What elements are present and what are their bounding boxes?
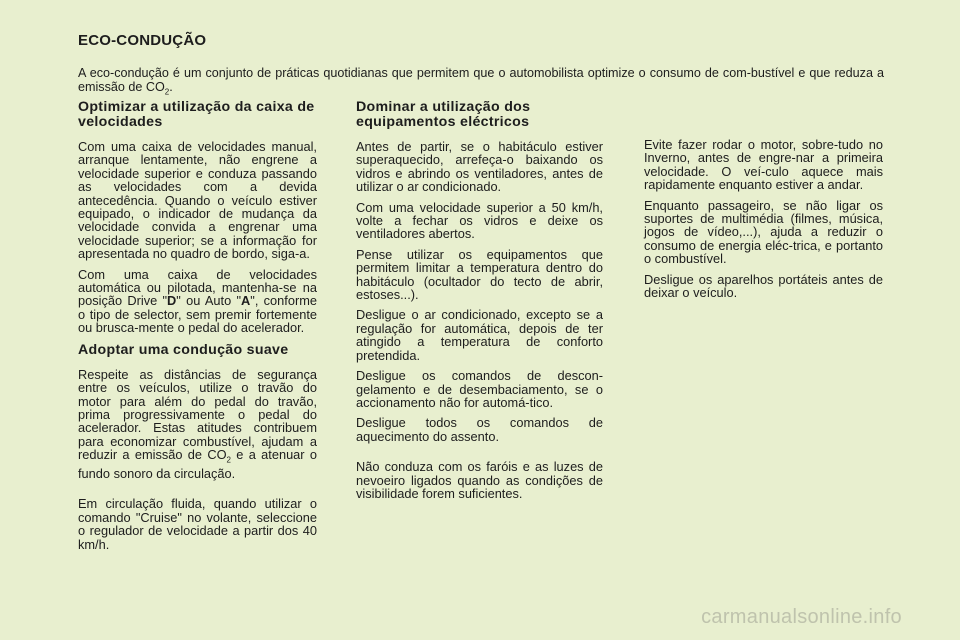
paragraph-headlights: Não conduza com os faróis e as luzes de nevoeiro ligados quando as condições de visibilidade forem suficientes. xyxy=(356,459,603,501)
column-right xyxy=(644,138,883,306)
paragraph-automatic-gearbox xyxy=(78,268,317,335)
paragraph-portable-devices: Desligue os aparelhos portáteis antes de deixar o veículo. xyxy=(644,271,883,301)
paragraph-manual-gearbox: Com uma caixa de velocidades manual, arranque lentamente, não engrene a velocidade superior e conduza passando as velocidades com a devida antecedência. Quando o veículo estiver equipado, o indicador de mudança da velocidade convida a engrenar uma velocidade superior; se a informação for apresentada no quadro de bordo, siga-a. xyxy=(78,139,317,262)
paragraph-engine-idle: Evite fazer rodar o motor, sobre-tudo no Inverno, antes de engre-nar a primeira velocidade. O veí-culo aquece mais rapidamente enquanto estiver a andar. xyxy=(644,137,883,193)
auto-text-a: Com uma caixa de velocidades automática ou pilotada, mantenha-se na posição Drive " xyxy=(78,266,317,309)
paragraph-before-leaving: Antes de partir, se o habitáculo estiver superaquecido, arrefeça-o baixando os vidros e abrindo os ventiladores, antes de utilizar o ar condicionado. xyxy=(356,139,603,195)
safety-text-a: Respeite as distâncias de segurança entre os veículos, utilize o travão do motor para além do pedal do travão, prima progressivamente o pedal do acelerador. Estas atitudes contribuem para economizar combustível, ajudam a reduzir a emissão de CO xyxy=(78,366,317,463)
paragraph-temperature-equipment: Pense utilizar os equipamentos que permitem limitar a temperatura dentro do habitáculo (ocultador do tecto de abrir, estoses...). xyxy=(356,246,603,303)
intro-text: A eco-condução é um conjunto de práticas quotidianas que permitem que o automobilista optimize o consumo de com-bustível e que reduza a emissão de CO xyxy=(78,66,884,94)
safety-text-b: e a atenuar o fundo sonoro da circulação. xyxy=(78,447,317,482)
paragraph-air-conditioning: Desligue o ar condicionado, excepto se a regulação for automática, depois de ter atingido a temperatura de conforto pretendida. xyxy=(356,307,603,363)
auto-text-c: ", conforme o tipo de selector, sem premir fortemente ou brusca-mente o pedal do acelerador. xyxy=(78,293,318,336)
column-left xyxy=(78,100,317,558)
paragraph-speed-50: Com uma velocidade superior a 50 km/h, volte a fechar os vidros e deixe os ventiladores abertos. xyxy=(356,199,603,242)
page-title: ECO-CONDUÇÃO xyxy=(78,32,207,49)
auto-letter: A xyxy=(241,293,251,309)
heading-electrical-equipment: Dominar a utilização dos equipamentos eléctricos xyxy=(356,99,531,130)
intro-end: . xyxy=(169,80,173,94)
watermark: carmanualsonline.info xyxy=(701,606,902,628)
heading-gearbox: Optimizar a utilização da caixa de velocidades xyxy=(78,99,315,130)
drive-letter: D xyxy=(167,293,177,309)
intro-subscript: 2 xyxy=(164,87,170,97)
paragraph-seat-heating: Desligue todos os comandos de aquecimento do assento. xyxy=(356,415,603,444)
paragraph-cruise: Em circulação fluida, quando utilizar o comando "Cruise" no volante, seleccione o regulador de velocidade a partir dos 40 km/h. xyxy=(78,496,317,552)
co2-subscript: 2 xyxy=(226,455,231,465)
paragraph-safety-distance xyxy=(78,368,317,481)
heading-smooth-driving: Adoptar uma condução suave xyxy=(78,341,289,358)
paragraph-defrost: Desligue os comandos de descon-gelamento e de desembaciamento, se o accionamento não for automá-tico. xyxy=(356,368,603,410)
intro-paragraph xyxy=(78,66,884,100)
auto-text-b: " ou Auto " xyxy=(176,293,242,309)
paragraph-multimedia: Enquanto passageiro, se não ligar os suportes de multimédia (filmes, música, jogos de vídeo,...), ajuda a reduzir o consumo de energia eléc-trica, e portanto o combustível. xyxy=(644,197,883,267)
column-middle xyxy=(356,100,603,507)
